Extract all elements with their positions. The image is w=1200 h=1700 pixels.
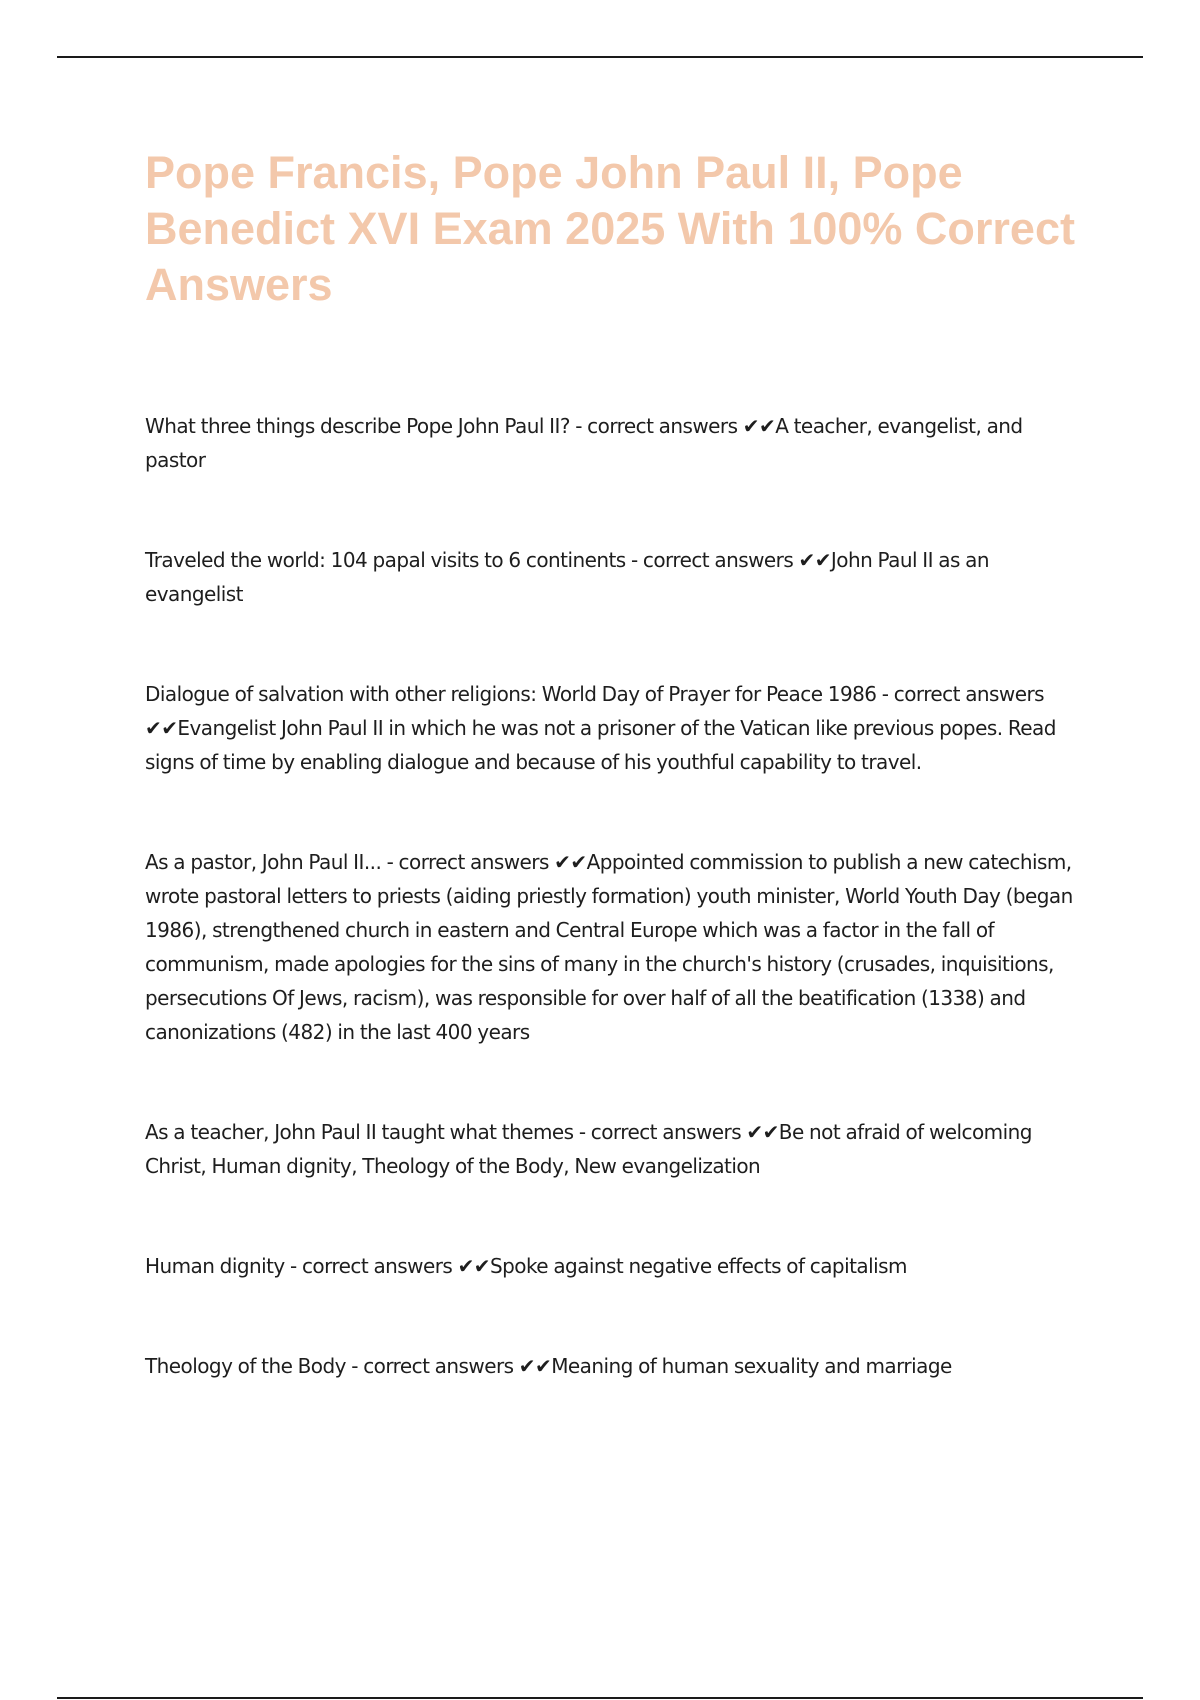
qa-item: What three things describe Pope John Paul II? - correct answers ✔✔A teacher, evangelist, and pastor [145, 414, 1023, 472]
qa-item: Theology of the Body - correct answers ✔✔Meaning of human sexuality and marriage [145, 1354, 952, 1378]
top-divider [57, 56, 1143, 58]
bottom-divider [57, 1697, 1143, 1699]
document-title: Pope Francis, Pope John Paul II, Pope Benedict XVI Exam 2025 With 100% Correct Answers [145, 147, 1075, 310]
question-answer-list [145, 409, 1085, 1449]
qa-item: Traveled the world: 104 papal visits to 6 continents - correct answers ✔✔John Paul II as an evangelist [145, 548, 990, 606]
qa-item: As a pastor, John Paul II... - correct answers ✔✔Appointed commission to publish a new catechism, wrote pastoral letters to priests (aiding priestly formation) youth minister, World Youth Day (began 1986), strengthened church in eastern and Central Europe which was a factor in the fall of communism, made apologies for the sins of many in the church's history (crusades, inquisitions, persecutions Of Jews, racism), was responsible for over half of all the beatification (1338) and canonizations (482) in the last 400 years [145, 850, 1073, 1044]
qa-item: As a teacher, John Paul II taught what themes - correct answers ✔✔Be not afraid of welcoming Christ, Human dignity, Theology of the Body, New evangelization [145, 1120, 1032, 1178]
qa-item: Human dignity - correct answers ✔✔Spoke against negative effects of capitalism [145, 1254, 907, 1278]
qa-item: Dialogue of salvation with other religions: World Day of Prayer for Peace 1986 - correct answers ✔✔Evangelist John Paul II in which he was not a prisoner of the Vatican like previous popes. Read signs of time by enabling dialogue and because of his youthful capability to travel. [145, 682, 1056, 774]
